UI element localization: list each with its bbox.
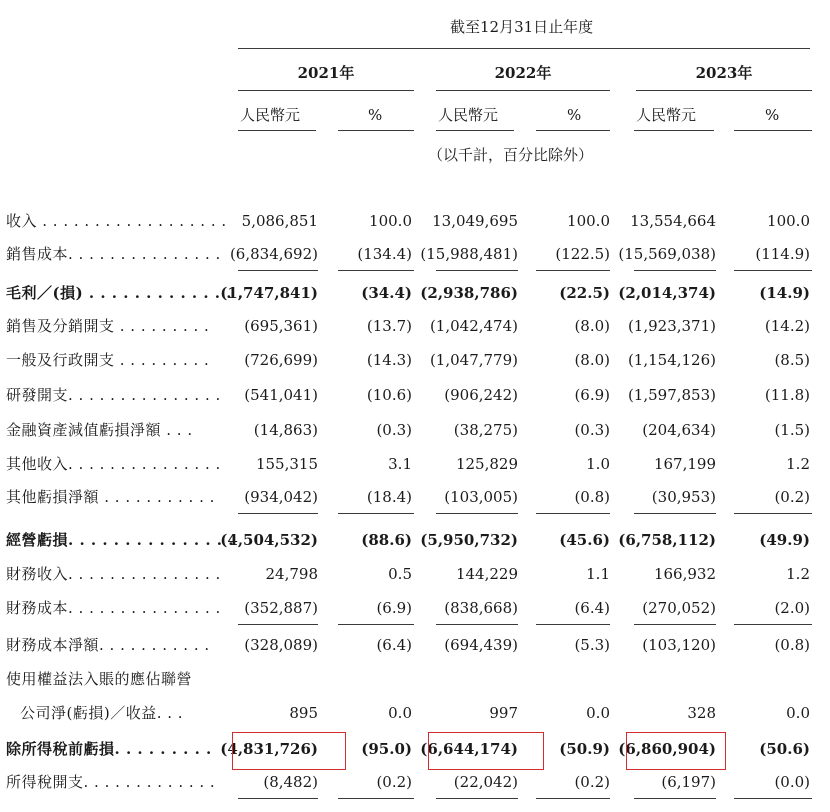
cell-rmb-2023: (30,953) [651,488,716,506]
subtotal-underline [238,513,318,514]
cell-rmb-2023: 328 [687,704,716,722]
subtotal-underline [536,513,610,514]
cell-rmb-2022: (2,938,786) [420,284,518,302]
currency-underline-2023 [634,130,714,131]
cell-pct-2023: 0.0 [786,704,810,722]
cell-pct-2022: (45.6) [559,531,610,549]
cell-pct-2023: (114.9) [755,245,810,263]
year-2022-underline [436,90,610,91]
row-label: 所得稅開支. . . . . . . . . . . . . [6,773,216,791]
cell-rmb-2023: (6,860,904) [618,740,716,758]
cell-pct-2022: (0.2) [574,773,610,791]
period-underline [238,48,810,49]
currency-label-2021: 人民幣元 [240,106,301,124]
cell-rmb-2021: 24,798 [265,565,318,583]
cell-pct-2022: 0.0 [586,704,610,722]
cell-rmb-2021: 895 [289,704,318,722]
row-label: 一般及行政開支 . . . . . . . . . [6,351,210,369]
cell-rmb-2021: 5,086,851 [241,212,318,230]
row-label: 經營虧損. . . . . . . . . . . . . . . [6,531,234,549]
cell-pct-2021: (0.3) [376,421,412,439]
percent-underline-2021 [338,130,414,131]
units-note: （以千計，百分比除外） [428,146,594,164]
row-label: 公司淨(虧損)／收益. . . [20,704,184,722]
cell-rmb-2022: (22,042) [453,773,518,791]
cell-pct-2022: (0.8) [574,488,610,506]
cell-pct-2021: (6.9) [376,599,412,617]
cell-rmb-2023: (1,154,126) [627,351,716,369]
subtotal-underline [436,624,518,625]
percent-label-2023: % [765,106,780,124]
cell-rmb-2021: (8,482) [263,773,318,791]
year-2023-underline [636,90,812,91]
cell-rmb-2023: (103,120) [642,636,716,654]
cell-pct-2023: 1.2 [786,565,810,583]
subtotal-underline [634,798,716,799]
cell-pct-2022: (6.4) [574,599,610,617]
cell-pct-2023: (49.9) [759,531,810,549]
subtotal-underline [734,513,812,514]
cell-pct-2023: (0.2) [774,488,810,506]
cell-pct-2023: (2.0) [774,599,810,617]
subtotal-underline [338,513,414,514]
cell-pct-2021: 0.0 [388,704,412,722]
subtotal-underline [338,798,414,799]
subtotal-underline [238,270,318,271]
currency-label-2023: 人民幣元 [636,106,697,124]
row-label: 財務成本淨額. . . . . . . . . . . [6,636,210,654]
subtotal-underline [634,270,716,271]
percent-label-2021: % [368,106,383,124]
cell-rmb-2021: (695,361) [244,317,318,335]
cell-rmb-2021: (1,747,841) [220,284,318,302]
currency-label-2022: 人民幣元 [438,106,499,124]
row-label: 毛利／(損) . . . . . . . . . . . . . . [6,284,244,302]
cell-rmb-2022: (6,644,174) [420,740,518,758]
cell-pct-2022: (22.5) [559,284,610,302]
row-label: 銷售成本. . . . . . . . . . . . . . . [6,245,221,263]
cell-pct-2021: (10.6) [366,386,412,404]
highlight-box-2022 [428,732,544,770]
cell-rmb-2022: (1,047,779) [429,351,518,369]
year-2021: 2021年 [297,64,355,82]
cell-pct-2022: (122.5) [555,245,610,263]
cell-rmb-2021: (14,863) [253,421,318,439]
row-label: 財務收入. . . . . . . . . . . . . . . [6,565,221,583]
row-label: 研發開支. . . . . . . . . . . . . . . [6,386,221,404]
cell-rmb-2021: (4,831,726) [220,740,318,758]
cell-rmb-2021: (4,504,532) [220,531,318,549]
subtotal-underline [338,624,414,625]
cell-pct-2021: (6.4) [376,636,412,654]
cell-rmb-2022: 144,229 [455,565,518,583]
cell-rmb-2021: 155,315 [255,455,318,473]
year-2023: 2023年 [695,64,753,82]
subtotal-underline [536,270,610,271]
cell-rmb-2022: (906,242) [444,386,518,404]
cell-rmb-2021: (328,089) [244,636,318,654]
cell-pct-2021: (134.4) [357,245,412,263]
row-label: 其他收入. . . . . . . . . . . . . . . [6,455,221,473]
cell-pct-2023: (8.5) [774,351,810,369]
cell-pct-2021: (18.4) [366,488,412,506]
cell-rmb-2022: 13,049,695 [432,212,518,230]
cell-pct-2021: (88.6) [361,531,412,549]
cell-rmb-2022: (1,042,474) [429,317,518,335]
cell-rmb-2023: (2,014,374) [618,284,716,302]
cell-rmb-2023: 13,554,664 [630,212,716,230]
subtotal-underline [734,270,812,271]
subtotal-underline [634,624,716,625]
cell-pct-2022: (6.9) [574,386,610,404]
subtotal-underline [338,270,414,271]
cell-pct-2022: 1.0 [586,455,610,473]
cell-rmb-2022: (15,988,481) [420,245,518,263]
highlight-box-2021 [232,732,346,770]
currency-underline-2022 [436,130,514,131]
percent-label-2022: % [567,106,582,124]
cell-rmb-2022: 997 [489,704,518,722]
subtotal-underline [734,798,812,799]
subtotal-underline [238,624,318,625]
cell-rmb-2022: (5,950,732) [420,531,518,549]
cell-rmb-2022: (838,668) [444,599,518,617]
cell-rmb-2023: 167,199 [653,455,716,473]
cell-rmb-2023: (15,569,038) [618,245,716,263]
subtotal-underline [536,798,610,799]
cell-pct-2021: (13.7) [366,317,412,335]
cell-pct-2022: (8.0) [574,351,610,369]
row-label: 除所得稅前虧損. . . . . . . . . [6,740,212,758]
cell-pct-2023: (14.2) [764,317,810,335]
cell-rmb-2023: (6,758,112) [618,531,716,549]
cell-rmb-2021: (934,042) [244,488,318,506]
cell-pct-2023: (14.9) [759,284,810,302]
row-label: 其他虧損淨額 . . . . . . . . . . . [6,488,215,506]
subtotal-underline [238,798,318,799]
cell-pct-2021: (95.0) [361,740,412,758]
period-heading: 截至12月31日止年度 [450,18,594,36]
cell-pct-2023: (0.8) [774,636,810,654]
highlight-box-2023 [626,732,726,770]
percent-underline-2023 [734,130,812,131]
subtotal-underline [436,513,518,514]
row-label: 使用權益法入賬的應佔聯營 [6,670,193,688]
cell-pct-2022: (5.3) [574,636,610,654]
cell-rmb-2021: (541,041) [244,386,318,404]
cell-pct-2021: (34.4) [361,284,412,302]
cell-rmb-2023: (204,634) [642,421,716,439]
subtotal-underline [436,798,518,799]
cell-rmb-2023: (1,597,853) [627,386,716,404]
row-label: 收入 . . . . . . . . . . . . . . . . . . [6,212,227,230]
cell-pct-2022: 100.0 [567,212,610,230]
percent-underline-2022 [536,130,610,131]
row-label: 銷售及分銷開支 . . . . . . . . . [6,317,210,335]
cell-pct-2023: 100.0 [767,212,810,230]
cell-pct-2022: (0.3) [574,421,610,439]
cell-rmb-2023: (6,197) [661,773,716,791]
cell-rmb-2023: (270,052) [642,599,716,617]
subtotal-underline [634,513,716,514]
cell-rmb-2021: (726,699) [244,351,318,369]
year-2022: 2022年 [494,64,552,82]
cell-pct-2023: (0.0) [774,773,810,791]
cell-pct-2023: (50.6) [759,740,810,758]
cell-rmb-2022: (694,439) [444,636,518,654]
cell-pct-2021: (14.3) [366,351,412,369]
cell-rmb-2022: 125,829 [455,455,518,473]
cell-rmb-2023: (1,923,371) [627,317,716,335]
row-label: 金融資產減值虧損淨額 . . . [6,421,193,439]
subtotal-underline [536,624,610,625]
cell-pct-2021: 3.1 [388,455,412,473]
cell-rmb-2021: (6,834,692) [229,245,318,263]
cell-pct-2021: (0.2) [376,773,412,791]
cell-rmb-2022: (103,005) [444,488,518,506]
cell-pct-2021: 0.5 [388,565,412,583]
cell-rmb-2023: 166,932 [653,565,716,583]
subtotal-underline [734,624,812,625]
cell-rmb-2021: (352,887) [244,599,318,617]
cell-pct-2023: (1.5) [774,421,810,439]
cell-rmb-2022: (38,275) [453,421,518,439]
cell-pct-2023: (11.8) [764,386,810,404]
cell-pct-2022: (50.9) [559,740,610,758]
cell-pct-2023: 1.2 [786,455,810,473]
row-label: 財務成本. . . . . . . . . . . . . . . [6,599,221,617]
cell-pct-2022: (8.0) [574,317,610,335]
year-2021-underline [238,90,414,91]
subtotal-underline [436,270,518,271]
cell-pct-2022: 1.1 [586,565,610,583]
currency-underline-2021 [238,130,316,131]
cell-pct-2021: 100.0 [369,212,412,230]
